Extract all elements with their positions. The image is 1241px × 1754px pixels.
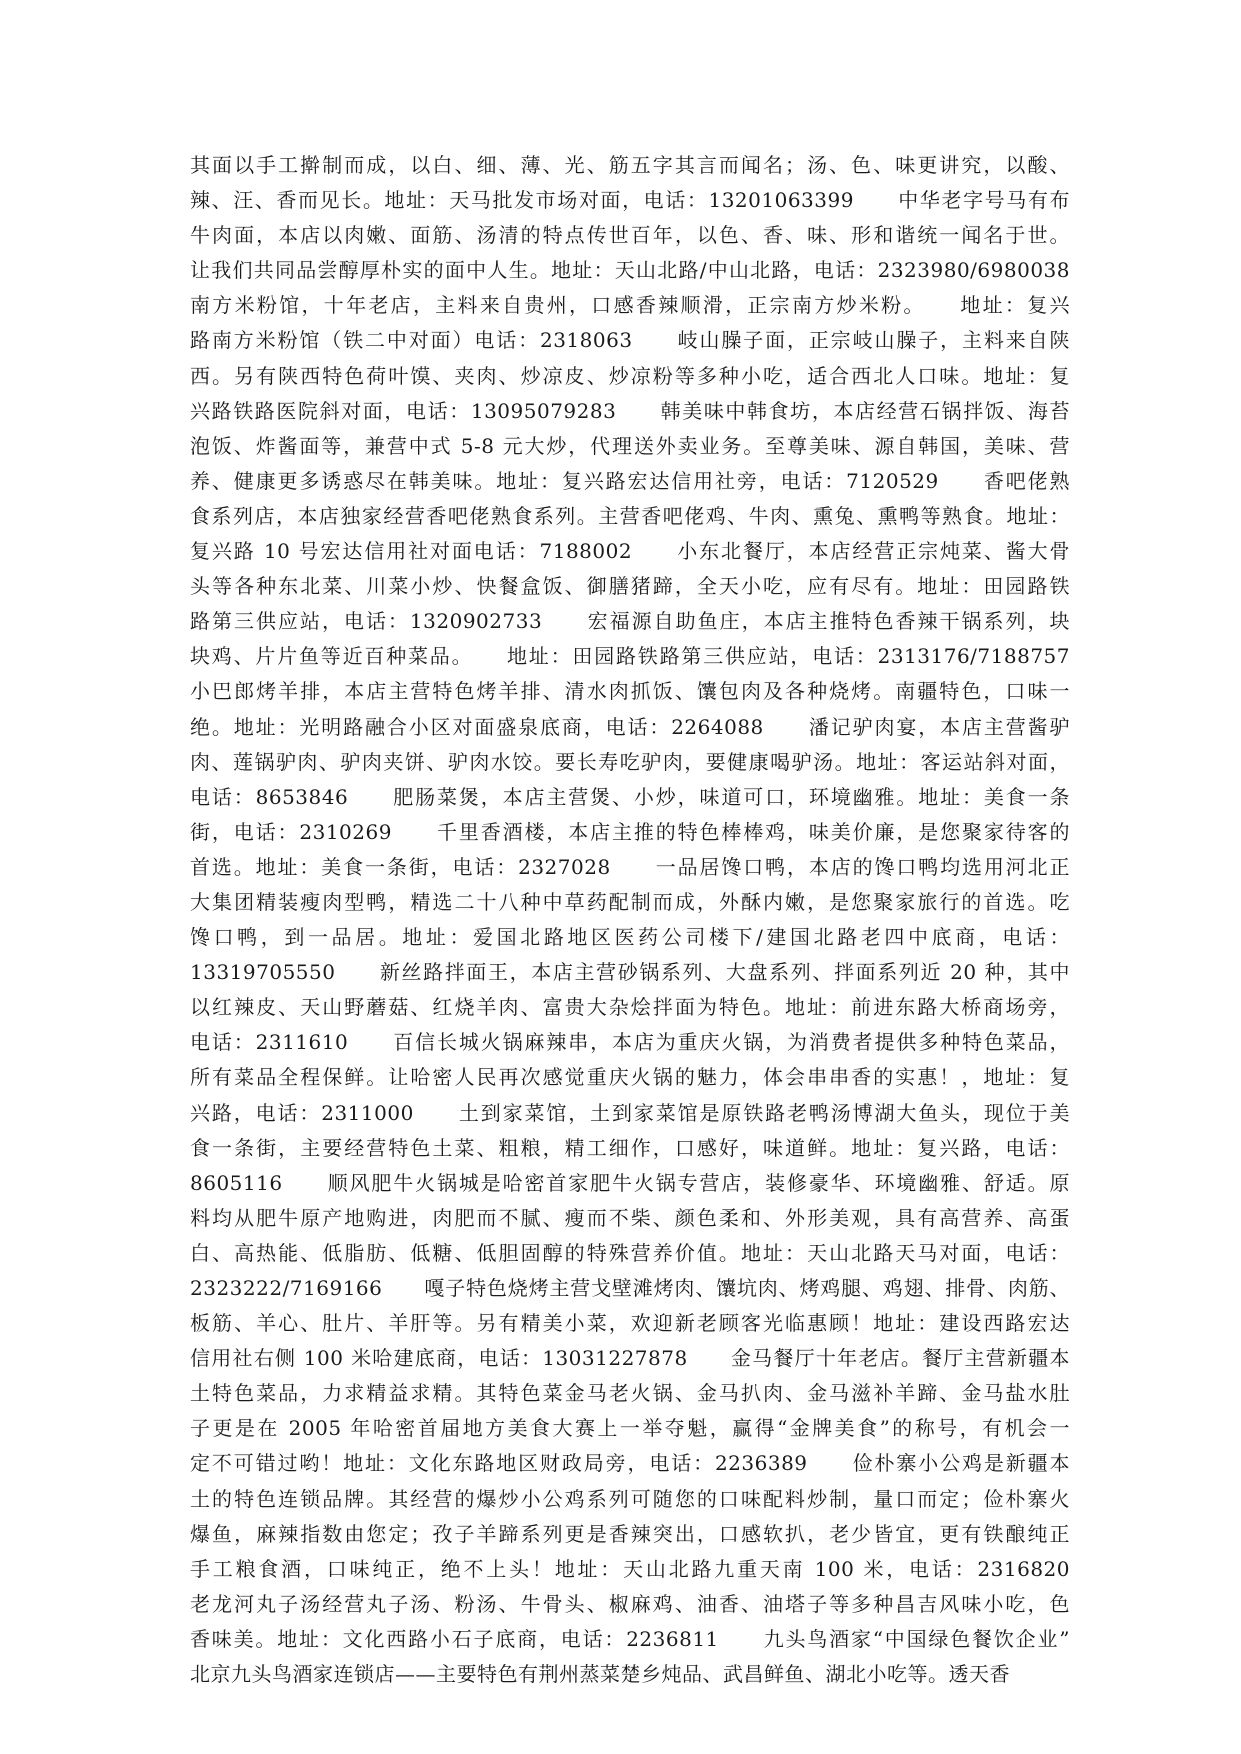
text-line: 所有菜品全程保鲜。让哈密人民再次感觉重庆火锅的魅力，体会串串香的实惠！，地址：复 [190, 1065, 1070, 1090]
text-line: 养、健康更多诱惑尽在韩美味。地址：复兴路宏达信用社旁，电话：7120529 香吧佬熟 [190, 468, 1070, 493]
text-line: 让我们共同品尝醇厚朴实的面中人生。地址：天山北路/中山北路，电话：2323980/6980038 [190, 258, 1070, 283]
text-line: 西。另有陕西特色荷叶馍、夹肉、炒凉皮、炒凉粉等多种小吃，适合西北人口味。地址：复 [190, 363, 1070, 388]
text-line: 爆鱼，麻辣指数由您定；孜子羊蹄系列更是香辣突出，口感软扒，老少皆宜，更有铁酿纯正 [190, 1521, 1070, 1546]
text-line: 手工粮食酒，口味纯正，绝不上头！地址：天山北路九重天南 100 米，电话：2316820 [190, 1556, 1070, 1581]
text-line: 头等各种东北菜、川菜小炒、快餐盒饭、御膳猪蹄，全天小吃，应有尽有。地址：田园路铁 [190, 574, 1070, 599]
text-line: 食一条街，主要经营特色土菜、粗粮，精工细作，口感好，味道鲜。地址：复兴路，电话： [190, 1135, 1070, 1160]
text-line: 13319705550 新丝路拌面王，本店主营砂锅系列、大盘系列、拌面系列近 20 种，其中 [190, 960, 1070, 985]
text-line: 首选。地址：美食一条街，电话：2327028 一品居馋口鸭，本店的馋口鸭均选用河北正 [190, 854, 1070, 879]
text-line: 路南方米粉馆（铁二中对面）电话：2318063 岐山臊子面，正宗岐山臊子，主料来自陕 [190, 328, 1070, 353]
text-line: 子更是在 2005 年哈密首届地方美食大赛上一举夺魁，赢得“金牌美食”的称号，有机会一 [190, 1416, 1070, 1441]
text-line: 电话：2311610 百信长城火锅麻辣串，本店为重庆火锅，为消费者提供多种特色菜品， [190, 1030, 1070, 1055]
text-line: 料均从肥牛原产地购进，肉肥而不腻、瘦而不柴、颜色柔和、外形美观，具有高营养、高蛋 [190, 1205, 1070, 1230]
text-line: 以红辣皮、天山野蘑菇、红烧羊肉、富贵大杂烩拌面为特色。地址：前进东路大桥商场旁， [190, 995, 1070, 1020]
text-line: 板筋、羊心、肚片、羊肝等。另有精美小菜，欢迎新老顾客光临惠顾！地址：建设西路宏达 [190, 1311, 1070, 1336]
text-line: 8605116 顺风肥牛火锅城是哈密首家肥牛火锅专营店，装修豪华、环境幽雅、舒适。原 [190, 1170, 1070, 1195]
text-line: 馋口鸭，到一品居。地址：爱国北路地区医药公司楼下/建国北路老四中底商，电话： [190, 925, 1070, 950]
text-line: 老龙河丸子汤经营丸子汤、粉汤、牛骨头、椒麻鸡、油香、油塔子等多种昌吉风味小吃，色 [190, 1591, 1070, 1616]
text-line: 食系列店，本店独家经营香吧佬熟食系列。主营香吧佬鸡、牛肉、熏兔、熏鸭等熟食。地址： [190, 503, 1070, 528]
text-line: 土特色菜品，力求精益求精。其特色菜金马老火锅、金马扒肉、金马滋补羊蹄、金马盐水肚 [190, 1381, 1070, 1406]
text-line: 小巴郎烤羊排，本店主营特色烤羊排、清水肉抓饭、馕包肉及各种烧烤。南疆特色，口味一 [190, 679, 1070, 704]
text-line: 路第三供应站，电话：1320902733 宏福源自助鱼庄，本店主推特色香辣干锅系列，块 [190, 609, 1070, 634]
text-line: 北京九头鸟酒家连锁店——主要特色有荆州蒸菜楚乡炖品、武昌鲜鱼、湖北小吃等。透天香 [190, 1662, 1010, 1687]
text-line: 电话：8653846 肥肠菜煲，本店主营煲、小炒，味道可口，环境幽雅。地址：美食一条 [190, 784, 1070, 809]
text-line: 香味美。地址：文化西路小石子底商，电话：2236811 九头鸟酒家“中国绿色餐饮企业” [190, 1626, 1070, 1651]
text-line: 街，电话：2310269 千里香酒楼，本店主推的特色棒棒鸡，味美价廉，是您聚家待客的 [190, 819, 1070, 844]
text-line: 定不可错过哟！地址：文化东路地区财政局旁，电话：2236389 俭朴寨小公鸡是新疆本 [190, 1451, 1070, 1476]
text-line: 信用社右侧 100 米哈建底商，电话：13031227878 金马餐厅十年老店。餐厅主营新疆本 [190, 1346, 1070, 1371]
text-line: 2323222/7169166 嘎子特色烧烤主营戈壁滩烤肉、馕坑肉、烤鸡腿、鸡翅、排骨、肉筋、 [190, 1276, 1070, 1300]
text-line: 兴路，电话：2311000 土到家菜馆，土到家菜馆是原铁路老鸭汤博湖大鱼头，现位于美 [190, 1100, 1070, 1125]
text-line: 块鸡、片片鱼等近百种菜品。 地址：田园路铁路第三供应站，电话：2313176/7188757 [190, 644, 1070, 669]
text-line: 泡饭、炸酱面等，兼营中式 5-8 元大炒，代理送外卖业务。至尊美味、源自韩国，美味、营 [190, 433, 1070, 458]
text-line: 其面以手工擀制而成，以白、细、薄、光、筋五字其言而闻名；汤、色、味更讲究，以酸、 [190, 153, 1070, 177]
text-line: 土的特色连锁品牌。其经营的爆炒小公鸡系列可随您的口味配料炒制，量口而定；俭朴寨火 [190, 1486, 1070, 1511]
text-line: 复兴路 10 号宏达信用社对面电话：7188002 小东北餐厅，本店经营正宗炖菜、酱大骨 [190, 539, 1070, 564]
text-line: 大集团精装瘦肉型鸭，精选二十八种中草药配制而成，外酥内嫩，是您聚家旅行的首选。吃 [190, 889, 1070, 914]
text-line: 辣、汪、香而见长。地址：天马批发市场对面，电话：13201063399 中华老字号马有布 [190, 188, 1070, 213]
text-line: 牛肉面，本店以肉嫩、面筋、汤清的特点传世百年，以色、香、味、形和谐统一闻名于世。 [190, 223, 1070, 248]
text-line: 南方米粉馆，十年老店，主料来自贵州，口感香辣顺滑，正宗南方炒米粉。 地址：复兴 [190, 293, 1070, 318]
text-line: 白、高热能、低脂肪、低糖、低胆固醇的特殊营养价值。地址：天山北路天马对面，电话： [190, 1240, 1070, 1265]
text-line: 兴路铁路医院斜对面，电话：13095079283 韩美味中韩食坊，本店经营石锅拌饭、海苔 [190, 398, 1070, 423]
body-text [190, 148, 1070, 1692]
text-line: 绝。地址：光明路融合小区对面盛泉底商，电话：2264088 潘记驴肉宴，本店主营酱驴 [190, 714, 1070, 739]
text-line: 肉、莲锅驴肉、驴肉夹饼、驴肉水饺。要长寿吃驴肉，要健康喝驴汤。地址：客运站斜对面， [190, 749, 1070, 774]
